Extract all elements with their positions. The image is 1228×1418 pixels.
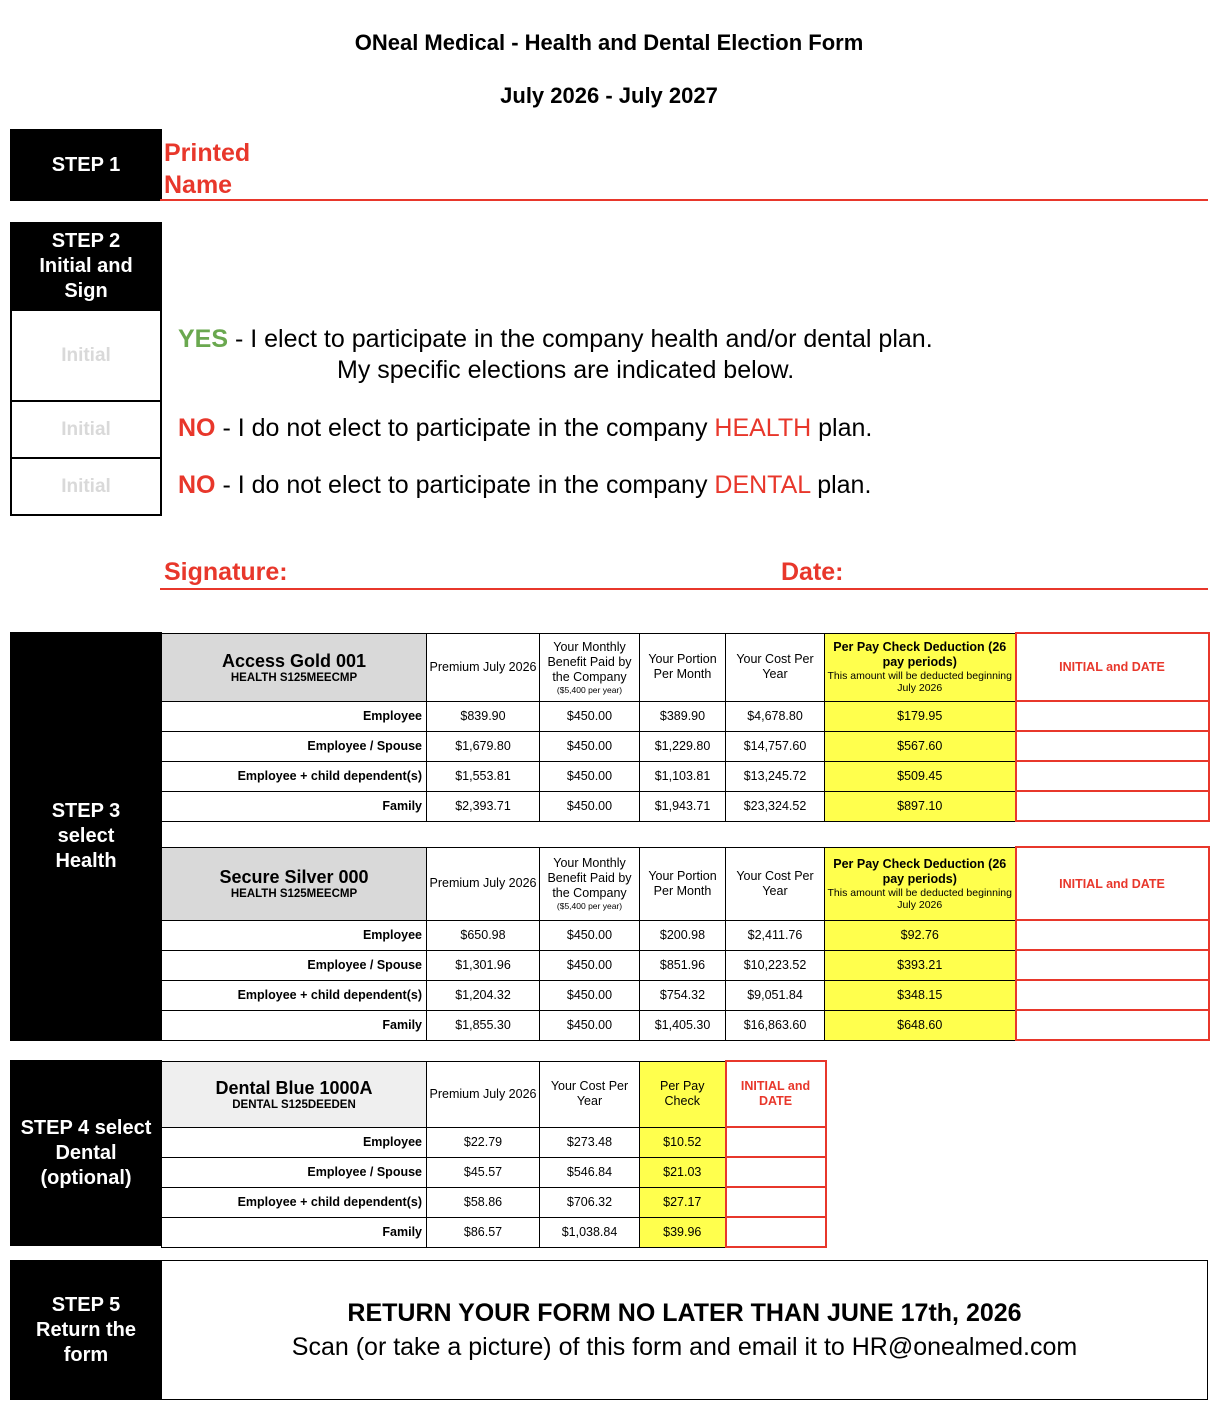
deduction-value: $179.95 — [825, 701, 1016, 731]
tier-label: Family — [162, 1217, 427, 1247]
table-row — [162, 731, 1209, 761]
no-dental-text: - I do not elect to participate in the company — [215, 471, 715, 499]
initial-date-field[interactable] — [1016, 980, 1209, 1010]
initial-date-field[interactable] — [1016, 950, 1209, 980]
tier-label: Employee / Spouse — [162, 731, 427, 761]
health-plan-table-silver — [161, 846, 1210, 1041]
deduction-value: $393.21 — [825, 950, 1016, 980]
tier-label: Employee + child dependent(s) — [162, 980, 427, 1010]
plan-code: DENTAL S125DEEDEN — [232, 1098, 356, 1111]
premium-value: $86.57 — [427, 1217, 540, 1247]
form-title: ONeal Medical - Health and Dental Election Form — [354, 30, 864, 55]
yes-text: - I elect to participate in the company health and/or dental plan. — [228, 325, 933, 353]
portion-value: $1,229.80 — [640, 731, 726, 761]
table-row — [162, 791, 1209, 821]
portion-value: $754.32 — [640, 980, 726, 1010]
deduction-value: $567.60 — [825, 731, 1016, 761]
premium-value: $1,679.80 — [427, 731, 540, 761]
portion-value: $1,943.71 — [640, 791, 726, 821]
table-row — [162, 1157, 826, 1187]
deduction-note: This amount will be deducted beginning July 2026 — [827, 886, 1012, 911]
tier-label: Employee — [162, 920, 427, 950]
tier-label: Family — [162, 1010, 427, 1040]
premium-value: $1,204.32 — [427, 980, 540, 1010]
col-initial-date: INITIAL and DATE — [1016, 633, 1209, 701]
benefit-value: $450.00 — [540, 1010, 640, 1040]
col-deduction: Per Pay Check Deduction (26 pay periods) This amount will be deducted beginning July 2026 — [825, 633, 1016, 701]
step1-label: STEP 1 — [10, 129, 162, 201]
year-value: $4,678.80 — [726, 701, 825, 731]
premium-value: $58.86 — [427, 1187, 540, 1217]
initial-date-field[interactable] — [1016, 701, 1209, 731]
plan-name-cell — [162, 1061, 427, 1127]
table-row — [162, 701, 1209, 731]
health-word: HEALTH — [714, 414, 812, 442]
plan-code: HEALTH S125MEECMP — [230, 671, 358, 684]
year-value: $13,245.72 — [726, 761, 825, 791]
initial-date-field[interactable] — [1016, 791, 1209, 821]
no-health-text: - I do not elect to participate in the company — [215, 414, 715, 442]
yes-option-line2: My specific elections are indicated below. — [337, 356, 795, 384]
table-row — [162, 1187, 826, 1217]
no-dental-text-end: plan. — [810, 471, 872, 499]
deduction-value: $92.76 — [825, 920, 1016, 950]
tier-label: Family — [162, 791, 427, 821]
plan-code: HEALTH S125MEECMP — [230, 888, 358, 900]
premium-value: $1,301.96 — [427, 950, 540, 980]
signature-label: Signature: — [164, 558, 288, 586]
dental-plan-table — [161, 1060, 827, 1248]
deduction-value: $509.45 — [825, 761, 1016, 791]
year-value: $706.32 — [540, 1187, 640, 1217]
col-premium: Premium July 2026 — [427, 1061, 540, 1127]
col-per-check: Per Pay Check — [640, 1061, 726, 1127]
benefit-value: $450.00 — [540, 791, 640, 821]
plan-name-cell — [162, 847, 427, 920]
year-value: $2,411.76 — [726, 920, 825, 950]
benefit-note: ($5,400 per year) — [556, 901, 623, 911]
date-label: Date: — [781, 558, 844, 586]
tier-label: Employee / Spouse — [162, 1157, 427, 1187]
no-health-word: NO — [178, 414, 216, 442]
dental-word: DENTAL — [714, 471, 811, 499]
benefit-value: $450.00 — [540, 950, 640, 980]
benefit-value: $450.00 — [540, 980, 640, 1010]
return-instructions-box — [161, 1260, 1208, 1400]
benefit-note: ($5,400 per year) — [556, 684, 623, 695]
step3-label: STEP 3 select Health — [10, 632, 162, 1041]
yes-initial-box[interactable]: Initial — [10, 309, 162, 402]
no-health-text-end: plan. — [811, 414, 873, 442]
return-instruction: Scan (or take a picture) of this form and email it to HR@onealmed.com — [291, 1333, 1078, 1361]
col-premium: Premium July 2026 — [427, 847, 540, 920]
premium-value: $2,393.71 — [427, 791, 540, 821]
initial-date-field[interactable] — [1016, 761, 1209, 791]
initial-date-field[interactable] — [726, 1127, 826, 1157]
benefit-value: $450.00 — [540, 731, 640, 761]
initial-date-field[interactable] — [726, 1157, 826, 1187]
printed-name-line — [160, 199, 1208, 201]
premium-value: $22.79 — [427, 1127, 540, 1157]
tier-label: Employee / Spouse — [162, 950, 427, 980]
step2-label: STEP 2 Initial and Sign — [10, 222, 162, 310]
step5-label: STEP 5 Return the form — [10, 1260, 162, 1400]
col-deduction: Per Pay Check Deduction (26 pay periods) This amount will be deducted beginning July 2026 — [825, 847, 1016, 920]
benefit-value: $450.00 — [540, 701, 640, 731]
portion-value: $1,103.81 — [640, 761, 726, 791]
return-deadline: RETURN YOUR FORM NO LATER THAN JUNE 17th, 2026 — [347, 1299, 1022, 1327]
check-value: $21.03 — [640, 1157, 726, 1187]
year-value: $10,223.52 — [726, 950, 825, 980]
col-initial-date: INITIAL and DATE — [1016, 847, 1209, 920]
initial-date-field[interactable] — [726, 1187, 826, 1217]
signature-line — [160, 588, 1208, 590]
table-row — [162, 1010, 1209, 1040]
tier-label: Employee + child dependent(s) — [162, 761, 427, 791]
tier-label: Employee — [162, 701, 427, 731]
plan-name: Dental Blue 1000A — [215, 1077, 373, 1098]
plan-name: Access Gold 001 — [221, 650, 367, 671]
col-cost-year: Your Cost Per Year — [726, 847, 825, 920]
col-benefit: Your Monthly Benefit Paid by the Company ($5,400 per year) — [540, 633, 640, 701]
deduction-value: $648.60 — [825, 1010, 1016, 1040]
portion-value: $200.98 — [640, 920, 726, 950]
table-row — [162, 980, 1209, 1010]
year-value: $273.48 — [540, 1127, 640, 1157]
table-row — [162, 950, 1209, 980]
portion-value: $1,405.30 — [640, 1010, 726, 1040]
health-plan-table-gold — [161, 632, 1210, 822]
premium-value: $839.90 — [427, 701, 540, 731]
benefit-value: $450.00 — [540, 920, 640, 950]
yes-option — [178, 325, 1218, 354]
table-row — [162, 920, 1209, 950]
deduction-value: $897.10 — [825, 791, 1016, 821]
signature-field[interactable] — [300, 552, 770, 588]
no-health-option — [178, 414, 1218, 443]
portion-value: $389.90 — [640, 701, 726, 731]
table-row — [162, 1217, 826, 1247]
printed-name-field[interactable] — [310, 140, 1206, 198]
premium-value: $1,553.81 — [427, 761, 540, 791]
col-cost-year: Your Cost Per Year — [726, 633, 825, 701]
initial-date-field[interactable] — [1016, 731, 1209, 761]
year-value: $546.84 — [540, 1157, 640, 1187]
date-field[interactable] — [856, 552, 1206, 588]
year-value: $16,863.60 — [726, 1010, 825, 1040]
printed-name-label: Printed Name — [164, 139, 251, 199]
premium-value: $45.57 — [427, 1157, 540, 1187]
table-row — [162, 1127, 826, 1157]
yes-word: YES — [178, 325, 229, 353]
col-portion: Your Portion Per Month — [640, 847, 726, 920]
year-value: $14,757.60 — [726, 731, 825, 761]
check-value: $10.52 — [640, 1127, 726, 1157]
form-period: July 2026 - July 2027 — [500, 83, 718, 108]
col-cost-year: Your Cost Per Year — [540, 1061, 640, 1127]
benefit-value: $450.00 — [540, 761, 640, 791]
premium-value: $650.98 — [427, 920, 540, 950]
plan-name: Secure Silver 000 — [219, 867, 369, 887]
initial-date-field[interactable] — [726, 1217, 826, 1247]
tier-label: Employee + child dependent(s) — [162, 1187, 427, 1217]
year-value: $23,324.52 — [726, 791, 825, 821]
no-dental-initial-box[interactable]: Initial — [10, 457, 162, 516]
plan-name-cell — [162, 633, 427, 701]
tier-label: Employee — [162, 1127, 427, 1157]
table-row — [162, 761, 1209, 791]
year-value: $9,051.84 — [726, 980, 825, 1010]
portion-value: $851.96 — [640, 950, 726, 980]
col-benefit: Your Monthly Benefit Paid by the Company ($5,400 per year) — [540, 847, 640, 920]
initial-date-field[interactable] — [1016, 920, 1209, 950]
deduction-value: $348.15 — [825, 980, 1016, 1010]
deduction-note: This amount will be deducted beginning July 2026 — [827, 670, 1012, 694]
check-value: $39.96 — [640, 1217, 726, 1247]
initial-date-field[interactable] — [1016, 1010, 1209, 1040]
check-value: $27.17 — [640, 1187, 726, 1217]
year-value: $1,038.84 — [540, 1217, 640, 1247]
no-health-initial-box[interactable]: Initial — [10, 400, 162, 459]
no-dental-option — [178, 471, 1218, 500]
col-initial-date: INITIAL and DATE — [726, 1061, 826, 1127]
no-dental-word: NO — [178, 471, 216, 499]
col-premium: Premium July 2026 — [427, 633, 540, 701]
premium-value: $1,855.30 — [427, 1010, 540, 1040]
step4-label: STEP 4 select Dental (optional) — [10, 1060, 162, 1246]
col-portion: Your Portion Per Month — [640, 633, 726, 701]
